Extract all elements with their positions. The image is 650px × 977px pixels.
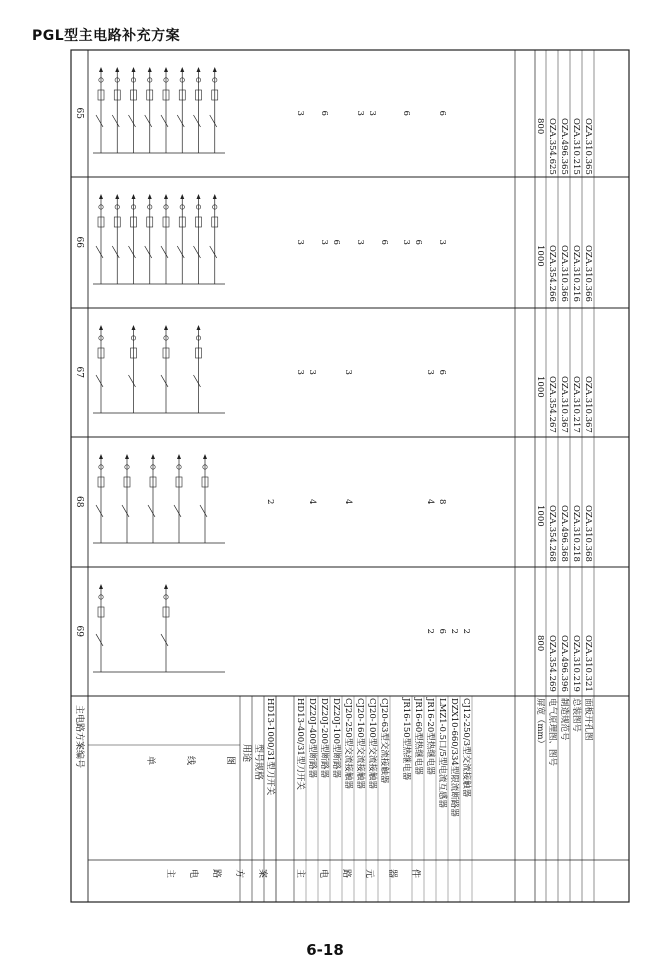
diagram-switch [129, 115, 136, 127]
diagram-arrow [148, 67, 152, 72]
info-value: OZA.496.368 [559, 505, 569, 562]
diagram-arrow [164, 584, 168, 589]
page-number: 6-18 [306, 941, 344, 959]
diagram-switch [194, 115, 201, 127]
diagram-switch [177, 246, 184, 258]
diagram-arrow [213, 67, 217, 72]
component-name: CJ12-250/3型交流接触器 [461, 698, 471, 798]
info-value: 800 [535, 118, 545, 135]
diagram-switch [161, 115, 168, 127]
info-value: 800 [535, 635, 545, 652]
info-value: OZA.310.219 [571, 635, 581, 692]
diagram-arrow [99, 454, 103, 459]
scheme-number: 65 [74, 107, 84, 119]
diagram-arrow [125, 454, 129, 459]
component-qty: 3 [367, 110, 377, 116]
scheme-number: 68 [74, 496, 84, 508]
scheme-number: 66 [74, 236, 84, 248]
wiring-diagram-label-char: 单 [145, 756, 155, 766]
diagram-arrow [177, 454, 181, 459]
spec-label: 型号规格 [253, 744, 263, 781]
info-name: 面板开孔图 [583, 698, 593, 741]
component-qty: 3 [319, 239, 329, 245]
info-value: OZA.310.216 [571, 245, 581, 302]
usage-label: 用途 [241, 744, 251, 763]
component-name: JR16-20型热继电器 [425, 698, 435, 775]
info-value: OZA.310.366 [583, 245, 593, 302]
component-qty: 6 [437, 110, 447, 116]
diagram-switch [112, 115, 119, 127]
diagram-switch [96, 505, 103, 517]
component-label-char: 电 [318, 869, 328, 879]
diagram-arrow [99, 194, 103, 199]
diagram-arrow [99, 67, 103, 72]
component-name: CJ20-63型交流接触器 [379, 698, 389, 784]
wiring-diagram-66 [93, 194, 225, 284]
component-qty: 2 [449, 628, 459, 634]
diagram-switch [122, 505, 129, 517]
info-name: 总装图号 [571, 698, 581, 733]
diagram-switch [145, 246, 152, 258]
diagram-arrow [197, 194, 201, 199]
diagram-switch [96, 115, 103, 127]
diagram-arrow [151, 454, 155, 459]
scheme-label-char: 主 [165, 869, 175, 879]
component-qty: 3 [355, 110, 365, 116]
diagram-arrow [115, 67, 119, 72]
diagram-switch [177, 115, 184, 127]
component-label-char: 元 [364, 869, 374, 879]
diagram-switch [96, 634, 103, 646]
scheme-label-char: 电 [188, 869, 198, 879]
diagram-switch [161, 634, 168, 646]
component-name: DZ20J-100型断路器 [331, 698, 341, 779]
scheme-number-header: 主电路方案编号 [74, 705, 84, 769]
diagram-arrow [148, 194, 152, 199]
diagram-switch [194, 246, 201, 258]
component-label-char: 器 [387, 869, 397, 879]
diagram-switch [161, 375, 168, 387]
diagram-arrow [164, 325, 168, 330]
info-name: 制造规范号 [559, 698, 569, 741]
component-name: HD13-1000/31型刀开关 [265, 698, 275, 796]
info-value: 1000 [535, 505, 545, 527]
diagram-arrow [197, 67, 201, 72]
component-qty: 3 [295, 239, 305, 245]
diagram-switch [200, 505, 207, 517]
info-name: 屏宽（mm） [535, 698, 545, 749]
component-qty: 6 [413, 239, 423, 245]
diagram-arrow [99, 325, 103, 330]
component-name: HD13-400/31型刀开关 [295, 698, 305, 790]
component-qty: 6 [401, 110, 411, 116]
component-name: JR16-60型热继电器 [413, 698, 423, 775]
diagram-switch [96, 246, 103, 258]
diagram-arrow [132, 325, 136, 330]
page-title: PGL型主电路补充方案 [32, 28, 181, 44]
scheme-label-char: 方 [234, 869, 244, 879]
diagram-arrow [115, 194, 119, 199]
component-name: DZ20J-400型断路器 [307, 698, 317, 779]
scheme-label-char: 路 [211, 869, 221, 879]
component-qty: 3 [295, 369, 305, 375]
component-name: CJ20-250型交流接触器 [343, 698, 353, 789]
component-qty: 6 [379, 239, 389, 245]
component-qty: 6 [319, 110, 329, 116]
component-qty: 6 [437, 369, 447, 375]
diagram-arrow [213, 194, 217, 199]
diagram-switch [148, 505, 155, 517]
diagram-switch [210, 115, 217, 127]
info-value: 1000 [535, 245, 545, 267]
component-qty: 3 [295, 110, 305, 116]
info-value: OZA.310.365 [583, 118, 593, 175]
wiring-diagram-label-char: 线 [185, 756, 195, 766]
diagram-arrow [132, 67, 136, 72]
wiring-diagram-68 [93, 454, 225, 543]
info-value: OZA.354.269 [547, 635, 557, 692]
component-qty: 3 [343, 369, 353, 375]
component-label-char: 主 [295, 869, 305, 879]
component-qty: 6 [331, 239, 341, 245]
component-qty: 2 [461, 628, 471, 634]
component-qty: 3 [307, 369, 317, 375]
diagram-switch [129, 375, 136, 387]
diagram-switch [145, 115, 152, 127]
wiring-diagram-65 [93, 67, 225, 153]
diagram-switch [174, 505, 181, 517]
component-qty: 3 [437, 239, 447, 245]
info-value: OZA.310.321 [583, 635, 593, 692]
info-value: 1000 [535, 376, 545, 398]
diagram-switch [96, 375, 103, 387]
component-qty: 3 [425, 369, 435, 375]
info-value: OZA.354.268 [547, 505, 557, 562]
component-qty: 6 [437, 628, 447, 634]
info-value: OZA.310.218 [571, 505, 581, 562]
component-qty: 3 [401, 239, 411, 245]
diagram-arrow [164, 67, 168, 72]
diagram-arrow [203, 454, 207, 459]
diagram-switch [210, 246, 217, 258]
info-value: OZA.310.367 [583, 376, 593, 433]
component-qty: 4 [307, 499, 317, 505]
diagram-switch [129, 246, 136, 258]
diagram-arrow [180, 194, 184, 199]
info-name: 电气原理图、图号 [547, 698, 557, 767]
component-name: DZ20J-200型断路器 [319, 698, 329, 779]
component-name: LMZ1-0.5口/5型电流互感器 [437, 698, 447, 808]
diagram-switch [194, 375, 201, 387]
diagram-switch [161, 246, 168, 258]
diagram-arrow [132, 194, 136, 199]
wiring-diagram-67 [93, 325, 225, 413]
diagram-switch [112, 246, 119, 258]
component-qty: 2 [425, 628, 435, 634]
component-qty: 4 [343, 499, 353, 505]
info-value: OZA.310.366 [559, 245, 569, 302]
info-value: OZA.310.368 [583, 505, 593, 562]
diagram-arrow [197, 325, 201, 330]
wiring-diagram-label-char: 图 [225, 756, 235, 766]
info-value: OZA.496.365 [559, 118, 569, 175]
component-qty: 3 [355, 239, 365, 245]
diagram-arrow [180, 67, 184, 72]
component-name: JR16-150型热继电器 [401, 698, 411, 781]
component-qty: 8 [437, 499, 447, 505]
component-name: CJ20-100型交流接触器 [367, 698, 377, 789]
info-value: OZA.354.267 [547, 376, 557, 433]
wiring-diagram-69 [93, 584, 225, 672]
info-value: OZA.354.266 [547, 245, 557, 302]
component-label-char: 件 [410, 869, 420, 879]
component-qty: 2 [265, 499, 275, 505]
info-value: OZA.310.215 [571, 118, 581, 175]
info-value: OZA.310.217 [571, 376, 581, 433]
component-name: CJ20-160型交流接触器 [355, 698, 365, 789]
component-name: DZX10-660/334型限流断路器 [449, 698, 459, 817]
scheme-number: 67 [74, 366, 84, 378]
info-value: OZA.310.367 [559, 376, 569, 433]
info-value: OZA.354.625 [547, 118, 557, 175]
info-value: OZA.496.396 [559, 635, 569, 692]
component-label-char: 路 [341, 869, 351, 879]
diagram-arrow [164, 194, 168, 199]
diagram-arrow [99, 584, 103, 589]
scheme-label-char: 案 [257, 869, 267, 879]
component-qty: 4 [425, 499, 435, 505]
scheme-number: 69 [74, 625, 84, 637]
